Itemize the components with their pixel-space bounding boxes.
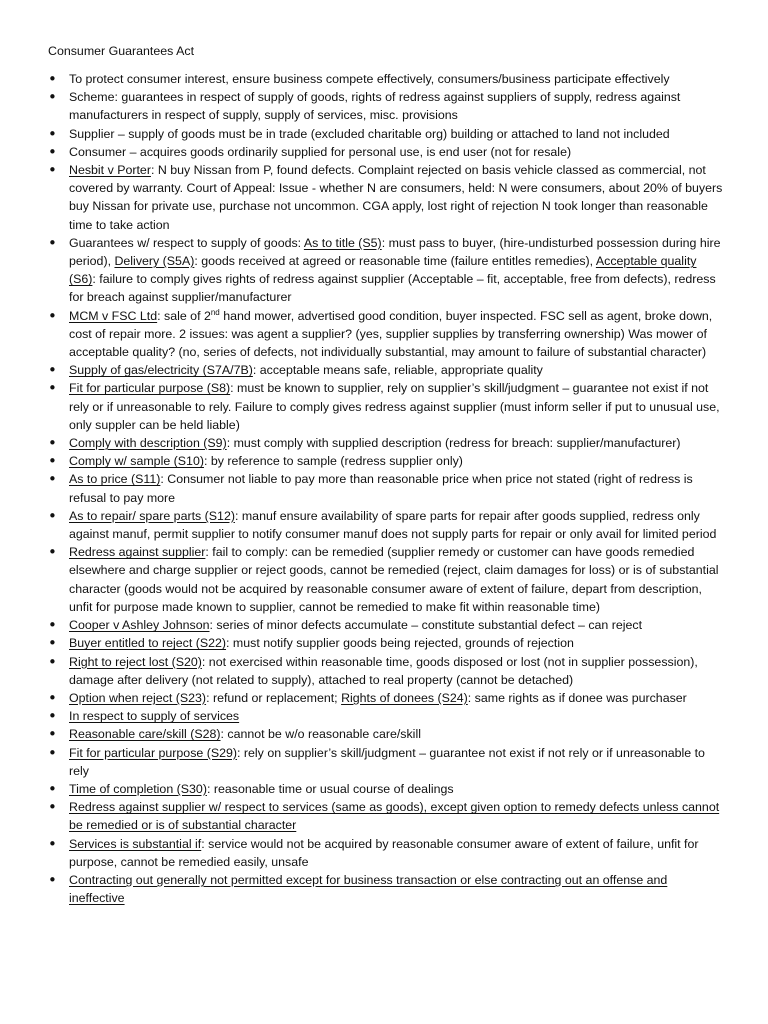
list-item — [48, 653, 724, 689]
underlined-heading: Supply of gas/electricity (S7A/7B) — [69, 363, 253, 378]
body-text: : rely on supplier’s skill/judgment – guarantee not exist if not rely or if unreasonable to rely — [69, 745, 705, 778]
list-item — [48, 88, 724, 124]
list-item — [48, 507, 724, 543]
body-text: : goods received at agreed or reasonable time (failure entitles remedies), — [194, 254, 596, 269]
underlined-heading: Fit for particular purpose (S8) — [69, 381, 231, 396]
underlined-heading: As to title (S5) — [303, 235, 382, 250]
list-item — [48, 125, 724, 143]
body-text: : reasonable time or usual course of dealings — [206, 781, 454, 796]
list-item — [48, 234, 724, 307]
underlined-heading: Time of completion (S30) — [69, 781, 207, 796]
body-text: : Consumer not liable to pay more than reasonable price when price not stated (right of redress is refusal to pay more — [69, 472, 693, 505]
list-item — [48, 798, 724, 834]
body-text: : must notify supplier goods being rejected, grounds of rejection — [226, 636, 574, 651]
underlined-heading: Right to reject lost (S20) — [69, 654, 202, 669]
underlined-heading: MCM v FSC Ltd — [69, 308, 158, 323]
list-item — [48, 143, 724, 161]
list-item — [48, 835, 724, 871]
body-text: hand mower, advertised good condition, buyer inspected. FSC sell as agent, broke down, cost of repair more. 2 issues: was agent a supplier? (yes, supplier supplies by transferring ownership) Was mower of acceptable quality? (no, series of defects, not individually substantial, may amount to failure of substantial character) — [69, 308, 713, 360]
page-title: Consumer Guarantees Act — [48, 44, 195, 58]
underlined-heading: Cooper v Ashley Johnson — [69, 618, 210, 633]
underlined-heading: Reasonable care/skill (S28) — [69, 727, 221, 742]
underlined-heading: Fit for particular purpose (S29) — [69, 745, 238, 760]
underlined-heading: Comply with description (S9) — [69, 436, 227, 451]
list-item — [48, 543, 724, 616]
body-text: : refund or replacement; — [206, 690, 342, 705]
underlined-heading: Contracting out generally not permitted except for business transaction or else contracting out an offense and ineffective — [69, 872, 668, 906]
underlined-heading: Comply w/ sample (S10) — [69, 454, 204, 469]
list-item — [48, 744, 724, 780]
body-text: : cannot be w/o reasonable care/skill — [220, 727, 421, 742]
list-item — [48, 307, 724, 362]
body-text: : sale of 2 — [157, 308, 211, 323]
body-text: : failure to comply gives rights of redress against supplier (Acceptable – fit, acceptable, free from defects), redress for breach against supplier/manufacturer — [69, 272, 716, 305]
body-text: : fail to comply: can be remedied (supplier remedy or customer can have goods remedied elsewhere and charge supplier or reject goods, cannot be remedied (reject, claim damages for loss) or is of substantial character (goods would not be acquired by reasonable consumer aware of extent of failure, depart from description, unfit for purpose made known to supplier, cannot be remedied to make fit within reasonable time) — [69, 545, 719, 614]
underlined-heading: Option when reject (S23) — [69, 690, 207, 705]
list-item — [48, 361, 724, 379]
body-text: : acceptable means safe, reliable, appropriate quality — [252, 363, 543, 378]
underlined-heading: Redress against supplier — [69, 545, 206, 560]
underlined-heading: Rights of donees (S24) — [341, 690, 468, 705]
body-text: : must comply with supplied description (redress for breach: supplier/manufacturer) — [226, 436, 681, 451]
body-text: Guarantees w/ respect to supply of goods: — [69, 235, 304, 250]
list-item — [48, 689, 724, 707]
underlined-heading: As to repair/ spare parts (S12) — [69, 508, 235, 523]
underlined-heading: Acceptable quality (S6) — [69, 254, 697, 287]
underlined-heading: Nesbit v Porter — [69, 163, 151, 178]
underlined-heading: In respect to supply of services — [69, 709, 240, 724]
list-item — [48, 616, 724, 634]
body-text: : N buy Nissan from P, found defects. Complaint rejected on basis vehicle classed as commercial, not covered by warranty. Court of Appeal: Issue - whether N are consumers, held: N were consumers, about 20% of buyers buy Nissan for private use, purchase not uncommon. CGA apply, lost right of rejection N took longer than reasonable time to take action — [69, 163, 723, 232]
list-item — [48, 452, 724, 470]
underlined-heading: As to price (S11) — [69, 472, 161, 487]
underlined-heading: Redress against supplier w/ respect to services (same as goods), except given option to remedy defects unless cannot be remedied or is of substantial character — [69, 800, 720, 833]
list-item — [48, 161, 724, 234]
body-text: : series of minor defects accumulate – constitute substantial defect – can reject — [209, 618, 643, 633]
list-item — [48, 871, 724, 907]
list-item — [48, 707, 724, 725]
bullet-list — [48, 70, 724, 907]
body-text: : same rights as if donee was purchaser — [467, 690, 687, 705]
superscript-text: nd — [210, 307, 220, 317]
list-item — [48, 70, 724, 88]
list-item — [48, 379, 724, 434]
body-text: To protect consumer interest, ensure business compete effectively, consumers/business participate effectively — [69, 72, 670, 86]
body-text: : by reference to sample (redress supplier only) — [203, 454, 463, 469]
body-text: Consumer – acquires goods ordinarily supplied for personal use, is end user (not for resale) — [69, 144, 572, 159]
body-text: : manuf ensure availability of spare parts for repair after goods supplied, redress only against manuf, permit supplier to notify consumer manuf does not supply parts for repair or only avail for limited period — [69, 508, 717, 542]
body-text: Scheme: guarantees in respect of supply of goods, rights of redress against suppliers of supply, redress against manufacturers in respect of supply, supply of services, misc. provisions — [69, 90, 681, 123]
underlined-heading: Delivery (S5A) — [114, 254, 195, 269]
list-item — [48, 470, 724, 506]
body-text: : must be known to supplier, rely on supplier’s skill/judgment – guarantee not exist if not rely or if unreasonable to rely. Failure to comply gives redress against supplier (must inform seller if put to unusual use, only suppler can be held liable) — [69, 381, 720, 432]
body-text: : must pass to buyer, (hire-undisturbed possession during hire period), — [69, 235, 721, 269]
list-item — [48, 725, 724, 743]
body-text: : service would not be acquired by reasonable consumer aware of extent of failure, unfit for purpose, cannot be remedied easily, unsafe — [69, 836, 699, 869]
list-item — [48, 434, 724, 452]
list-item — [48, 634, 724, 652]
underlined-heading: Services is substantial if — [69, 836, 202, 851]
list-item — [48, 780, 724, 798]
underlined-heading: Buyer entitled to reject (S22) — [69, 636, 227, 651]
body-text: Supplier – supply of goods must be in trade (excluded charitable org) building or attached to land not included — [69, 126, 670, 141]
body-text: : not exercised within reasonable time, goods disposed or lost (not in supplier possession), damage after delivery (not related to supply), attached to real property (cannot be detached) — [69, 654, 698, 687]
